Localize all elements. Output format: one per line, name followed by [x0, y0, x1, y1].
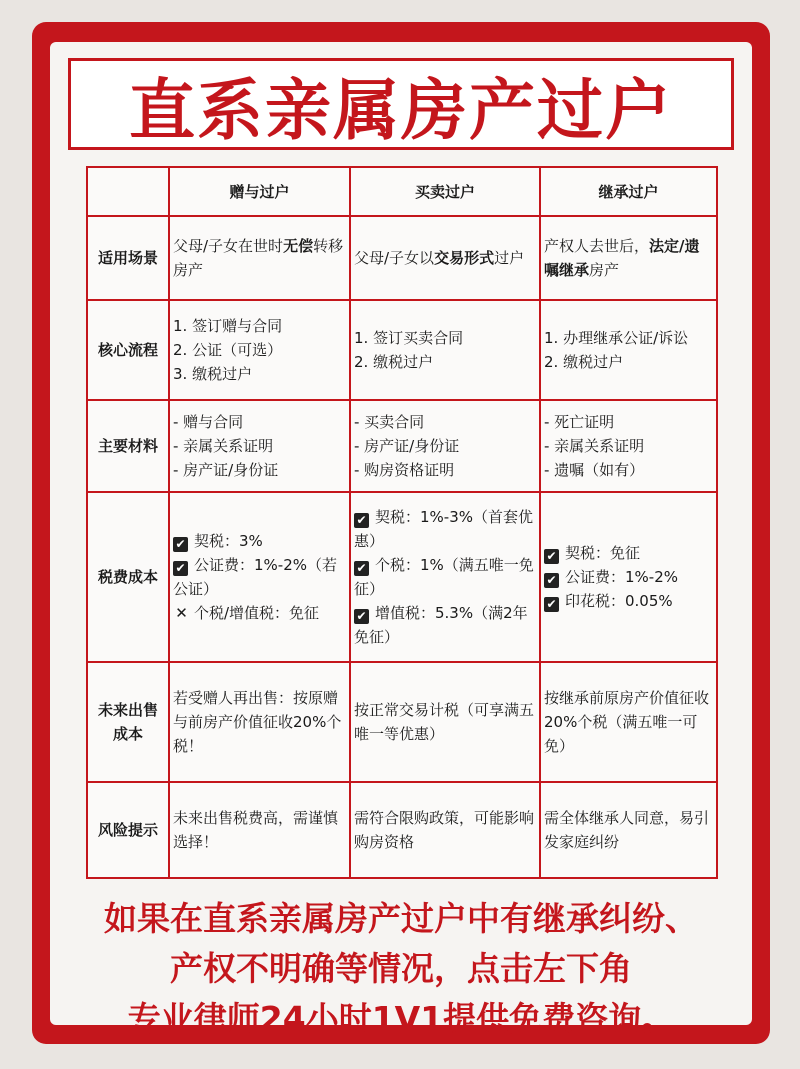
checkbox-checked-icon: ✔: [544, 549, 559, 564]
tax-item: [354, 601, 536, 649]
tax-item: [544, 565, 713, 589]
tax-item-text: 契税：1%-3%（首套优惠）: [354, 508, 534, 550]
title-bar: [68, 58, 734, 150]
header-sale: 买卖过户: [350, 167, 540, 216]
row-label-process: 核心流程: [87, 300, 169, 400]
cell-tax-sale: [350, 492, 540, 662]
cta-line: 专业律师24小时1V1提供免费咨询。: [127, 999, 675, 1038]
list-item: - 亲属关系证明: [173, 437, 274, 455]
list-item: - 买卖合同: [354, 413, 425, 431]
row-label-line: 未来出售: [97, 701, 158, 719]
header-corner: [87, 167, 169, 216]
cell-scene-sale: [350, 216, 540, 300]
cell-bold-text: 交易形式: [434, 249, 495, 267]
poster-body: [50, 42, 752, 1038]
tax-item-text: 公证费：1%-2%: [565, 568, 679, 586]
list-item: 1. 签订赠与合同: [173, 317, 283, 335]
list-item: - 死亡证明: [544, 413, 615, 431]
table-row: [87, 216, 717, 300]
table-row: [87, 400, 717, 492]
cell-materials-gift: [169, 400, 350, 492]
tax-item: [354, 505, 536, 553]
checkbox-checked-icon: ✔: [354, 609, 369, 624]
list-item: - 赠与合同: [173, 413, 244, 431]
table-row: [87, 782, 717, 878]
cell-scene-inherit: [540, 216, 717, 300]
tax-item: [354, 553, 536, 601]
cell-tax-gift: [169, 492, 350, 662]
table-row: [87, 662, 717, 782]
table-row: [87, 300, 717, 400]
row-label-tax: 税费成本: [87, 492, 169, 662]
tax-item: [544, 541, 713, 565]
tax-item-text: 契税：免征: [565, 544, 641, 562]
cell-text: 房产: [589, 261, 620, 279]
row-label-scene: 适用场景: [87, 216, 169, 300]
cell-text: 父母/子女以: [354, 249, 435, 267]
cell-text: 转移房产: [173, 237, 344, 279]
checkbox-checked-icon: ✔: [173, 537, 188, 552]
list-item: - 购房资格证明: [354, 461, 455, 479]
header-row: [87, 167, 717, 216]
cell-future-inherit: 按继承前原房产价值征收20%个税（满五唯一可免）: [540, 662, 717, 782]
cell-scene-gift: [169, 216, 350, 300]
tax-item: [544, 589, 713, 613]
list-item: 2. 公证（可选）: [173, 341, 283, 359]
tax-item: [173, 529, 346, 553]
row-label-future: [87, 662, 169, 782]
cell-future-sale: 按正常交易计税（可享满五唯一等优惠）: [350, 662, 540, 782]
tax-item: [173, 553, 346, 601]
list-item: 3. 缴税过户: [173, 365, 253, 383]
poster-frame: [32, 22, 770, 1044]
row-label-line: 成本: [112, 725, 143, 743]
cell-bold-text: 无偿: [283, 237, 314, 255]
list-item: 1. 签订买卖合同: [354, 329, 464, 347]
cell-text: 产权人去世后，: [544, 237, 650, 255]
cell-risk-sale: 需符合限购政策，可能影响购房资格: [350, 782, 540, 878]
tax-item: [173, 601, 346, 625]
checkbox-checked-icon: ✔: [544, 573, 559, 588]
header-gift: 赠与过户: [169, 167, 350, 216]
cell-risk-gift: 未来出售税费高，需谨慎选择！: [169, 782, 350, 878]
tax-item-text: 个税/增值税：免征: [194, 604, 320, 622]
cell-process-sale: [350, 300, 540, 400]
table-row: [87, 492, 717, 662]
cell-text: 过户: [494, 249, 525, 267]
tax-item-text: 契税：3%: [194, 532, 263, 550]
tax-item-text: 个税：1%（满五唯一免征）: [354, 556, 534, 598]
cell-future-gift: 若受赠人再出售：按原赠与前房产价值征收20%个税！: [169, 662, 350, 782]
list-item: - 亲属关系证明: [544, 437, 645, 455]
page-title: 直系亲属房产过户: [129, 71, 673, 149]
cell-materials-inherit: [540, 400, 717, 492]
call-to-action: [50, 894, 752, 1044]
comparison-table: [86, 166, 718, 879]
tax-item-text: 公证费：1%-2%（若公证）: [173, 556, 338, 598]
list-item: 2. 缴税过户: [354, 353, 434, 371]
checkbox-checked-icon: ✔: [354, 561, 369, 576]
cell-risk-inherit: 需全体继承人同意，易引发家庭纠纷: [540, 782, 717, 878]
list-item: - 房产证/身份证: [354, 437, 460, 455]
list-item: 1. 办理继承公证/诉讼: [544, 329, 689, 347]
cell-process-inherit: [540, 300, 717, 400]
checkbox-checked-icon: ✔: [173, 561, 188, 576]
tax-item-text: 印花税：0.05%: [565, 592, 673, 610]
cell-text: 父母/子女在世时: [173, 237, 284, 255]
header-inherit: 继承过户: [540, 167, 717, 216]
row-label-risk: 风险提示: [87, 782, 169, 878]
checkbox-checked-icon: ✔: [544, 597, 559, 612]
cell-bold-text: 法定/遗嘱继承: [544, 237, 700, 279]
list-item: 2. 缴税过户: [544, 353, 624, 371]
checkbox-checked-icon: ✔: [354, 513, 369, 528]
list-item: - 遗嘱（如有）: [544, 461, 645, 479]
cell-process-gift: [169, 300, 350, 400]
cta-line: 产权不明确等情况，点击左下角: [170, 949, 632, 988]
cell-materials-sale: [350, 400, 540, 492]
cross-icon: ✕: [175, 604, 188, 622]
row-label-materials: 主要材料: [87, 400, 169, 492]
list-item: - 房产证/身份证: [173, 461, 279, 479]
cta-line: 如果在直系亲属房产过户中有继承纠纷、: [104, 899, 698, 938]
tax-item-text: 增值税：5.3%（满2年免征）: [354, 604, 528, 646]
cell-tax-inherit: [540, 492, 717, 662]
